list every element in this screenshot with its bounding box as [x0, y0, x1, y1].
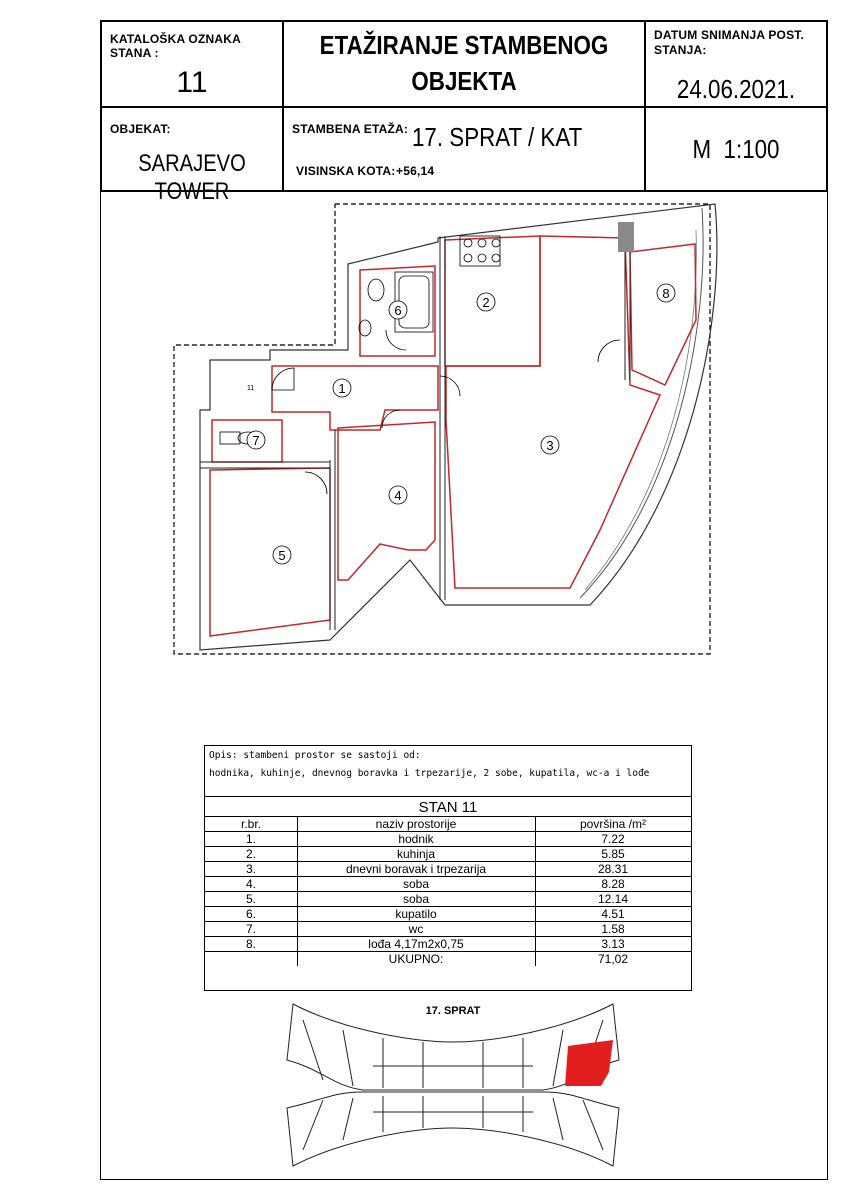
date-label: DATUM SNIMANJA POST. STANJA: [654, 28, 805, 57]
object-label: OBJEKAT: [110, 122, 171, 136]
key-plan-highlight [565, 1040, 613, 1086]
row-number: 5. [245, 892, 256, 906]
row-number: 1. [245, 832, 256, 846]
catalog-box [100, 20, 284, 108]
scale-value: M 1:100 [692, 134, 780, 164]
row-number: 4. [245, 877, 256, 891]
key-plan-title: 17. SPRAT [425, 1005, 481, 1017]
floor-plan [170, 200, 740, 660]
row-name: soba [402, 892, 430, 906]
row-area: 3.13 [601, 937, 625, 951]
unit-title: STAN 11 [205, 796, 691, 817]
object-box [100, 106, 284, 205]
elevation-label: VISINSKA KOTA: [296, 164, 396, 178]
room-number-6 [389, 301, 407, 319]
unit-marker: 11 [247, 385, 255, 392]
row-number: 6. [245, 907, 256, 921]
table-row [205, 906, 691, 921]
svg-text:6: 6 [394, 303, 402, 318]
exterior-wall [200, 204, 717, 650]
scale-box [644, 106, 828, 192]
table-description-1: Opis: stambeni prostor se sastoji od: [209, 750, 421, 761]
date-value: 24.06.2021. [676, 74, 796, 104]
interior-walls [200, 236, 630, 630]
room-number-8 [657, 284, 675, 302]
row-number: 8. [245, 937, 256, 951]
facade-curve [580, 208, 703, 598]
row-name: kuhinja [396, 847, 436, 861]
room-outline-1 [272, 366, 438, 430]
room-number-5 [273, 546, 291, 564]
title-box [282, 20, 646, 108]
row-area: 4.51 [601, 907, 625, 921]
table-row [205, 861, 691, 876]
floor-label: STAMBENA ETAŽA: [292, 122, 409, 136]
row-name: soba [402, 877, 430, 891]
svg-text:5: 5 [278, 548, 286, 563]
elevation-value: +56,14 [396, 164, 435, 178]
row-name: UKUPNO: [388, 952, 444, 966]
room-outline-5 [210, 468, 330, 636]
catalog-value: 11 [176, 66, 208, 99]
table-header-row [205, 816, 691, 831]
row-area: 28.31 [597, 862, 629, 876]
row-area: 5.85 [601, 847, 625, 861]
room-outline-4 [338, 422, 435, 580]
table-total-row [205, 951, 691, 966]
row-name: hodnik [398, 832, 434, 846]
room-table [204, 745, 692, 991]
row-name: lođa 4,17m2x0,75 [368, 937, 464, 951]
room-number-1 [333, 379, 351, 397]
svg-text:4: 4 [394, 488, 402, 503]
object-value: SARAJEVO TOWER [138, 150, 246, 205]
floor-value: 17. SPRAT / KAT [412, 122, 583, 152]
svg-text:3: 3 [546, 438, 554, 453]
row-area: 12.14 [597, 892, 629, 906]
room-outlines [210, 236, 696, 636]
row-area: 7.22 [601, 832, 625, 846]
room-number-2 [477, 293, 495, 311]
row-area: 71,02 [597, 952, 629, 966]
svg-text:2: 2 [482, 295, 490, 310]
row-number: r.br. [240, 817, 261, 831]
key-plan [283, 1000, 623, 1170]
floor-box [282, 106, 646, 192]
column-divider [297, 816, 298, 966]
column-divider [535, 816, 536, 966]
table-row [205, 891, 691, 906]
title-line1: ETAŽIRANJE STAMBENOG [319, 30, 609, 60]
table-row [205, 831, 691, 846]
date-box [644, 20, 828, 108]
table-row [205, 846, 691, 861]
room-number-markers [247, 284, 675, 564]
table-row [205, 936, 691, 951]
catalog-label: KATALOŠKA OZNAKA STANA : [110, 32, 241, 60]
svg-text:8: 8 [662, 286, 670, 301]
room-number-7 [247, 431, 265, 449]
svg-text:1: 1 [338, 381, 346, 396]
row-name: naziv prostorije [375, 817, 457, 831]
room-number-4 [389, 486, 407, 504]
row-name: wc [408, 922, 424, 936]
row-number: 3. [245, 862, 256, 876]
table-row [205, 876, 691, 891]
row-name: kupatilo [395, 907, 437, 921]
table-description-2: hodnika, kuhinje, dnevnog boravka i trpezarije, 2 sobe, kupatila, wc-a i lođe [209, 768, 650, 779]
shaft-hatch [618, 222, 634, 252]
row-name: dnevni boravak i trpezarija [345, 862, 487, 876]
table-row [205, 921, 691, 936]
row-area: površina /m² [579, 817, 647, 831]
room-number-3 [541, 436, 559, 454]
title-line2: OBJEKTA [411, 66, 517, 96]
row-number: 7. [245, 922, 256, 936]
row-area: 1.58 [601, 922, 625, 936]
row-number: 2. [245, 847, 256, 861]
svg-text:7: 7 [252, 433, 260, 448]
row-area: 8.28 [601, 877, 625, 891]
